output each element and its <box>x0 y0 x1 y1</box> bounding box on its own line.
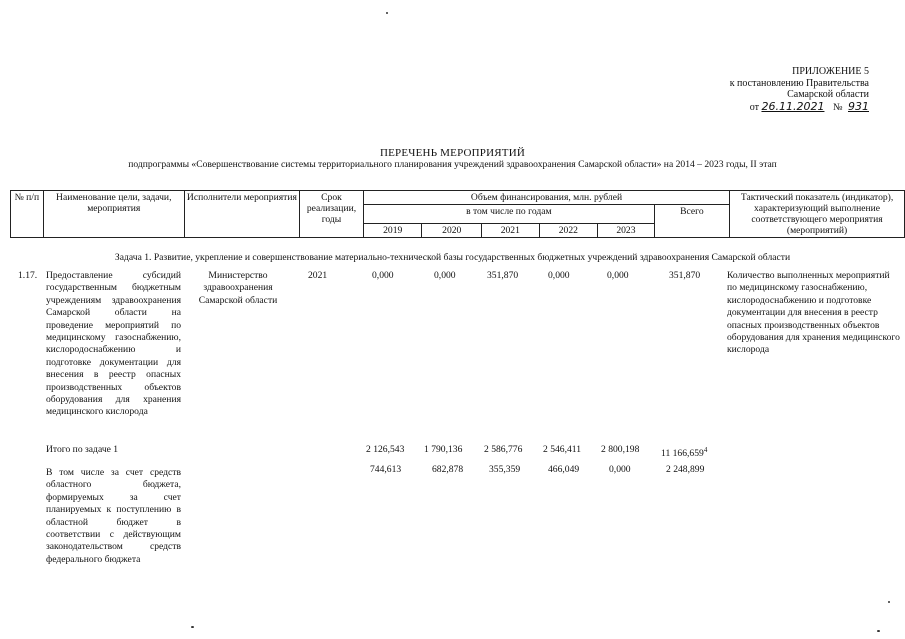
appendix-block <box>669 66 869 113</box>
handwritten-number: 931 <box>848 99 869 113</box>
row-executor: Министерство здравоохранения Самарской области <box>198 270 278 306</box>
scan-speck <box>191 626 194 628</box>
total-value-2019: 2 126,543 <box>366 444 405 455</box>
appendix-title: ПРИЛОЖЕНИЕ 5 <box>792 66 869 77</box>
row-value-2022: 0,000 <box>548 270 570 281</box>
total-value-2022: 2 546,411 <box>543 444 582 455</box>
regional-value-2022: 466,049 <box>548 464 580 475</box>
document-title: ПЕРЕЧЕНЬ МЕРОПРИЯТИЙ <box>379 147 526 159</box>
appendix-region: Самарской области <box>787 89 869 100</box>
row-total: 351,870 <box>669 270 701 281</box>
regional-label: В том числе за счет средств областного бюджета, формируемых за счет планируемых к поступлению в областной бюджет в соответствии с действующим законодательством средств федерального бюджета <box>46 467 181 565</box>
total-value-2021: 2 586,776 <box>484 444 523 455</box>
total-value-2020: 1 790,136 <box>424 444 463 455</box>
total-grand <box>661 444 707 461</box>
header-name: Наименование цели, задачи, мероприятия <box>43 191 184 238</box>
scan-speck <box>888 601 890 603</box>
total-grand-value: 11 166,659 <box>661 448 704 460</box>
row-value-2019: 0,000 <box>372 270 394 281</box>
handwritten-date: 26.11.2021 <box>761 99 825 113</box>
from-label: от <box>749 101 759 113</box>
header-table <box>10 190 905 238</box>
row-name: Предоставление субсидий государственным бюджетным учреждениям здравоохранения Самарской области на проведение мероприятий по медицинскому газоснабжению, кислородоснабжению и подготовке документации для внесения в реестр опасных производственных объектов оборудования для хранения медицинского кислорода <box>46 270 181 418</box>
header-year: 2020 <box>422 224 482 238</box>
row-value-2021: 351,870 <box>487 270 519 281</box>
row-indicator: Количество выполненных мероприятий по медицинскому газоснабжению, кислородоснабжению и подготовке документации для внесения в реестр опасных производственных объектов оборудования для хранения медицинского кислорода <box>727 270 900 356</box>
row-term: 2021 <box>308 270 328 281</box>
row-value-2023: 0,000 <box>607 270 629 281</box>
regional-value-2019: 744,613 <box>370 464 402 475</box>
number-label: № <box>832 101 843 113</box>
header-executors: Исполнители мероприятия <box>184 191 299 238</box>
header-term: Срок реализации, годы <box>300 191 364 238</box>
row-value-2020: 0,000 <box>434 270 456 281</box>
header-funding: Объем финансирования, млн. рублей <box>363 191 729 205</box>
appendix-date-line <box>669 101 869 114</box>
header-year: 2022 <box>539 224 598 238</box>
regional-value-2020: 682,878 <box>432 464 464 475</box>
header-indicator: Тактический показатель (индикатор), характеризующий выполнение соответствующего мероприятия (мероприятий) <box>730 191 905 238</box>
total-footnote-mark: 4 <box>703 446 708 454</box>
document-subtitle: подпрограммы «Совершенствование системы территориального планирования учреждений здравоохранения Самарской области» на 2014 – 2023 годы, II этап <box>128 159 777 170</box>
regional-value-2021: 355,359 <box>489 464 521 475</box>
header-by-years: в том числе по годам <box>363 205 654 224</box>
regional-value-2023: 0,000 <box>609 464 631 475</box>
total-value-2023: 2 800,198 <box>601 444 640 455</box>
scan-speck <box>386 12 388 14</box>
header-total: Всего <box>654 205 729 238</box>
header-year: 2023 <box>598 224 655 238</box>
row-number: 1.17. <box>18 270 38 281</box>
appendix-decree: к постановлению Правительства <box>729 77 869 89</box>
task-heading: Задача 1. Развитие, укрепление и совершенствование материально-технической базы государственных бюджетных учреждений здравоохранения Самарской области <box>114 252 791 263</box>
header-num: № п/п <box>11 191 44 238</box>
header-year: 2019 <box>363 224 422 238</box>
scan-speck <box>877 630 880 632</box>
regional-total: 2 248,899 <box>666 464 705 475</box>
header-year: 2021 <box>482 224 540 238</box>
total-label: Итого по задаче 1 <box>46 444 119 455</box>
